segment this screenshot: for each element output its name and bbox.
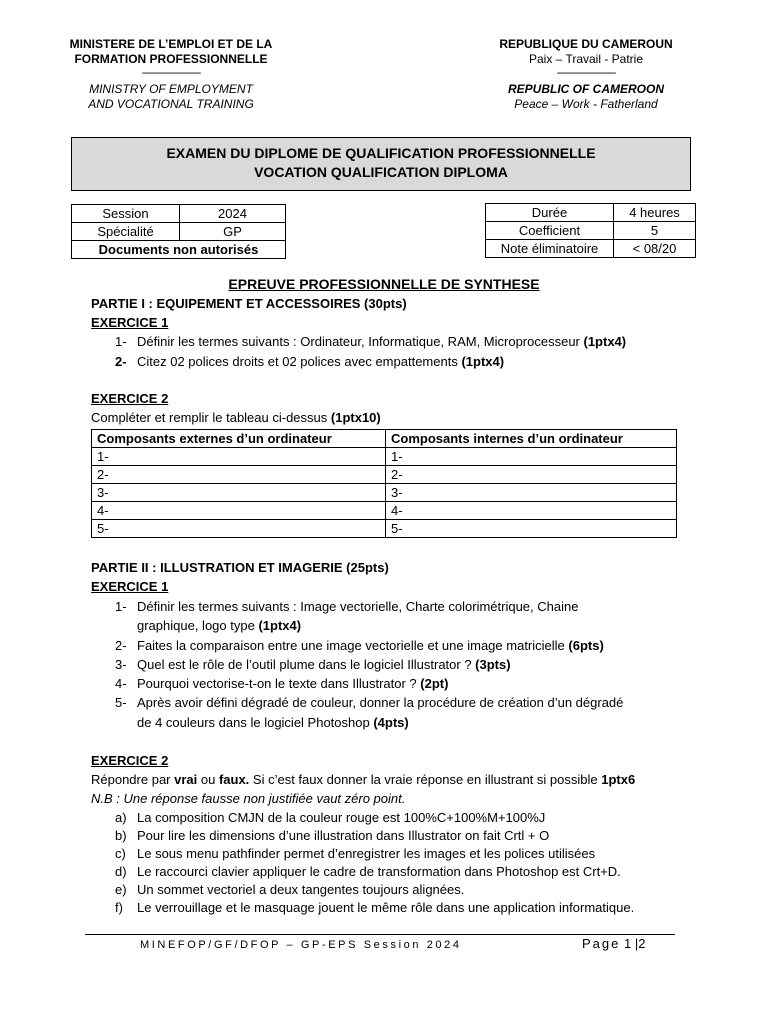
item-letter: a)	[115, 810, 127, 825]
republic-en: REPUBLIC OF CAMEROON	[508, 82, 664, 96]
item-text: La composition CMJN de la couleur rouge est 100%C+100%M+100%J	[137, 810, 546, 825]
note-eliminatoire-value: < 08/20	[614, 240, 696, 258]
item-points: (1ptx4)	[461, 354, 505, 369]
table-cell: 3-	[92, 484, 386, 502]
item-points: (1ptx4)	[583, 334, 627, 349]
partie1-ex1-title: EXERCICE 1	[91, 315, 169, 330]
session-value: 2024	[180, 205, 286, 223]
page-indicator	[582, 936, 645, 952]
partie2-heading: PARTIE II : ILLUSTRATION ET IMAGERIE (25pts)	[91, 560, 389, 575]
documents-notice: Documents non autorisés	[72, 241, 286, 259]
item-text: de 4 couleurs dans le logiciel Photoshop	[137, 715, 374, 730]
table-cell: 2-	[386, 466, 677, 484]
partie2-ex2-title: EXERCICE 2	[91, 753, 169, 768]
table-cell: 4-	[386, 502, 677, 520]
ministry-en-line1: MINISTRY OF EMPLOYMENT	[89, 82, 253, 96]
item-number: 2-	[115, 354, 127, 369]
duree-label: Durée	[486, 204, 614, 222]
duree-value: 4 heures	[614, 204, 696, 222]
republic-fr: REPUBLIQUE DU CAMEROUN	[499, 37, 673, 51]
table-row	[72, 223, 286, 241]
partie2-ex2-instruction	[91, 771, 635, 789]
item-number: 2-	[115, 638, 127, 653]
table-row	[92, 520, 677, 538]
col-header-internal: Composants internes d’un ordinateur	[386, 430, 677, 448]
col-header-external: Composants externes d’un ordinateur	[92, 430, 386, 448]
item-letter: d)	[115, 864, 127, 879]
item-text: graphique, logo type	[137, 618, 259, 633]
table-row	[486, 240, 696, 258]
motto-fr: Paix – Travail - Patrie	[528, 52, 644, 66]
item-text: Définir les termes suivants : Image vectorielle, Charte colorimétrique, Chaine	[137, 599, 579, 614]
coefficient-value: 5	[614, 222, 696, 240]
item-letter: c)	[115, 846, 126, 861]
table-cell: 5-	[386, 520, 677, 538]
table-row	[92, 466, 677, 484]
table-cell: 5-	[92, 520, 386, 538]
motto-en: Peace – Work - Fatherland	[514, 97, 658, 111]
item-text: Quel est le rôle de l’outil plume dans le logiciel Illustrator ?	[137, 657, 476, 672]
item-text: Le raccourci clavier appliquer le cadre de transformation dans Photoshop est Crt+D.	[137, 864, 621, 879]
instruction-vrai: vrai	[174, 772, 198, 787]
ministry-fr-line2: FORMATION PROFESSIONNELLE	[74, 52, 268, 66]
table-cell: 2-	[92, 466, 386, 484]
item-text: Un sommet vectoriel a deux tangentes toujours alignées.	[137, 882, 465, 897]
item-number: 1-	[115, 599, 127, 614]
item-text: Le sous menu pathfinder permet d’enregistrer les images et les polices utilisées	[137, 846, 596, 861]
left-separator: ----------------------	[141, 67, 201, 79]
instruction-points: (1ptx10)	[330, 410, 381, 425]
table-row	[92, 448, 677, 466]
table-row	[72, 241, 286, 259]
item-number: 5-	[115, 695, 127, 710]
table-row	[486, 222, 696, 240]
page-separator: |	[634, 936, 639, 951]
instruction-points: 1ptx6	[601, 772, 636, 787]
epreuve-title: EPREUVE PROFESSIONNELLE DE SYNTHESE	[228, 276, 540, 292]
header-right	[466, 37, 706, 112]
item-text: Pour lire les dimensions d’une illustration dans Illustrator on fait Crtl + O	[137, 828, 550, 843]
exam-info-table	[485, 203, 696, 258]
table-row	[92, 484, 677, 502]
note-eliminatoire-label: Note éliminatoire	[486, 240, 614, 258]
item-text: Citez 02 polices droits et 02 polices avec empattements	[137, 354, 462, 369]
partie1-heading: PARTIE I : EQUIPEMENT ET ACCESSOIRES (30pts)	[91, 296, 407, 311]
item-number: 3-	[115, 657, 127, 672]
specialite-value: GP	[180, 223, 286, 241]
footer-code: MINEFOP/GF/DFOP – GP-EPS Session 2024	[140, 939, 462, 951]
item-points: (3pts)	[475, 657, 511, 672]
item-letter: b)	[115, 828, 127, 843]
exam-title-box	[71, 137, 691, 191]
partie1-ex2-title: EXERCICE 2	[91, 391, 169, 406]
exam-title-line1: EXAMEN DU DIPLOME DE QUALIFICATION PROFESSIONNELLE	[166, 145, 596, 161]
page-label: Page	[582, 936, 621, 951]
page-current: 1	[624, 936, 632, 951]
nb-note: N.B : Une réponse fausse non justifiée vaut zéro point.	[91, 791, 406, 806]
item-letter: f)	[115, 900, 123, 915]
exam-title-line2: VOCATION QUALIFICATION DIPLOMA	[254, 164, 508, 180]
instruction-faux: faux.	[218, 772, 250, 787]
instruction-text: Répondre par	[91, 772, 175, 787]
page-total: 2	[638, 936, 646, 951]
table-row	[92, 502, 677, 520]
header-left	[40, 37, 302, 112]
item-text: Pourquoi vectorise-t-on le texte dans Illustrator ?	[137, 676, 421, 691]
ministry-fr-line1: MINISTERE DE L’EMPLOI ET DE LA	[69, 37, 273, 51]
item-points: (1ptx4)	[258, 618, 302, 633]
item-text: Le verrouillage et le masquage jouent le même rôle dans une application informatique.	[137, 900, 635, 915]
table-cell: 1-	[92, 448, 386, 466]
table-row	[486, 204, 696, 222]
table-header-row	[92, 430, 677, 448]
item-points: (4pts)	[373, 715, 409, 730]
specialite-label: Spécialité	[72, 223, 180, 241]
item-points: (2pt)	[420, 676, 449, 691]
item-text: Faites la comparaison entre une image vectorielle et une image matricielle	[137, 638, 569, 653]
table-cell: 3-	[386, 484, 677, 502]
instruction-ou: ou	[197, 772, 219, 787]
footer-divider	[85, 934, 675, 935]
session-info-table	[71, 204, 286, 259]
instruction-text: Compléter et remplir le tableau ci-dessus	[91, 410, 331, 425]
table-row	[72, 205, 286, 223]
partie1-ex2-instruction	[91, 409, 381, 427]
instruction-text-b: Si c’est faux donner la vraie réponse en illustrant si possible	[249, 772, 602, 787]
coefficient-label: Coefficient	[486, 222, 614, 240]
right-separator: ----------------------	[556, 67, 616, 79]
session-label: Session	[72, 205, 180, 223]
item-number: 4-	[115, 676, 127, 691]
partie2-ex1-title: EXERCICE 1	[91, 579, 169, 594]
ministry-en-line2: AND VOCATIONAL TRAINING	[88, 97, 254, 111]
components-table	[91, 429, 677, 538]
table-cell: 1-	[386, 448, 677, 466]
item-letter: e)	[115, 882, 127, 897]
item-number: 1-	[115, 334, 127, 349]
item-points: (6pts)	[568, 638, 604, 653]
item-text: Après avoir défini dégradé de couleur, donner la procédure de création d’un dégradé	[137, 695, 624, 710]
table-cell: 4-	[92, 502, 386, 520]
item-text: Définir les termes suivants : Ordinateur, Informatique, RAM, Microprocesseur	[137, 334, 584, 349]
